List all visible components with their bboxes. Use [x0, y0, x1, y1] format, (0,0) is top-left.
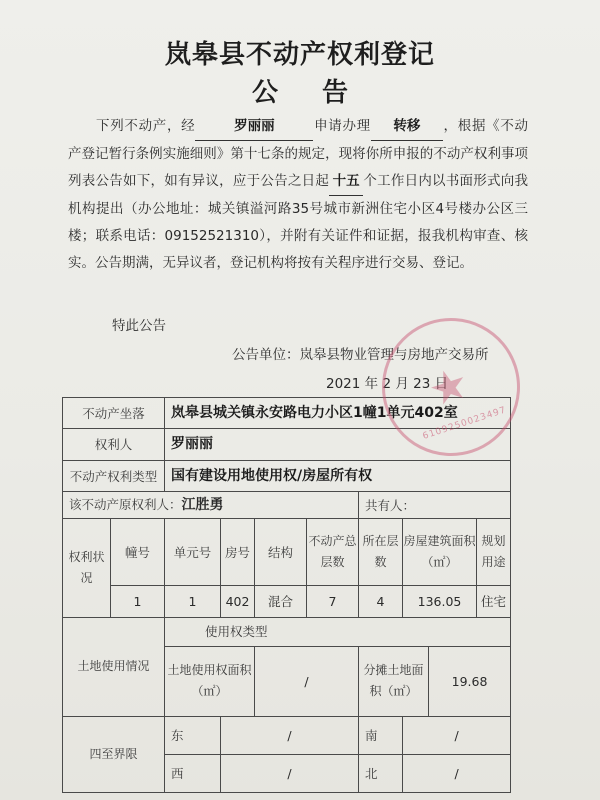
west-value: /: [221, 754, 359, 792]
col-usage: 规划用途: [477, 519, 511, 586]
col-area: 房屋建筑面积（㎡）: [403, 519, 477, 586]
location-label: 不动产坐落: [63, 398, 165, 429]
notice-text-4: 个工作日内以书面形式向我机构提出（办公地址：城关镇溢河路35号城市新洲住宅小区4号楼办公区三楼；联系电话：09152521310），并附有关证件和证据，报我机构审查、核实。公告期满，无异议者，登记机构将按有关程序进行交易、登记。: [68, 173, 529, 271]
applicant-name: 罗丽丽: [195, 113, 313, 141]
orig-holder-label: 该不动产原权利人：: [69, 497, 182, 513]
cell-structure: 混合: [255, 586, 307, 617]
co-owner-label: 共有人：: [359, 492, 511, 519]
col-structure: 结构: [255, 519, 307, 586]
west-label: 西: [165, 754, 221, 792]
seal-code: 6109250023497: [421, 405, 508, 442]
col-unit: 单元号: [165, 519, 221, 586]
orig-holder-cell: [63, 492, 359, 519]
land-area-value: /: [255, 647, 359, 717]
holder-value: 罗丽丽: [165, 429, 511, 460]
col-room: 房号: [221, 519, 255, 586]
page-subtitle: 公告: [251, 78, 392, 108]
cell-usage: 住宅: [477, 586, 511, 617]
shared-area-value: 19.68: [429, 647, 511, 717]
north-label: 北: [359, 754, 403, 792]
location-value: 岚皋县城关镇永安路电力小区1幢1单元402室: [165, 398, 511, 429]
cell-building: 1: [111, 586, 165, 617]
holder-label: 权利人: [63, 429, 165, 460]
south-value: /: [403, 716, 511, 754]
north-value: /: [403, 754, 511, 792]
cell-area: 136.05: [403, 586, 477, 617]
seal-star-icon: ★: [422, 356, 476, 418]
east-value: /: [221, 716, 359, 754]
transaction-type: 转移: [371, 113, 443, 141]
use-type-label: 使用权类型: [165, 617, 511, 646]
notice-text-3: ，根据《不动产登记暂行条例实施细则》第十七条的规定，现将你所申报的不动产权利事项列表公告如下，如有异议，应于公告之日起: [68, 118, 529, 189]
south-label: 南: [359, 716, 403, 754]
status-label: 权利状况: [63, 519, 111, 618]
notice-text-1: 下列不动产，经: [96, 118, 196, 134]
notice-paragraph: [68, 113, 528, 277]
land-area-label: 土地使用权面积（㎡）: [165, 647, 255, 717]
cell-total-floors: 7: [307, 586, 359, 617]
orig-holder-value: 江胜勇: [181, 497, 224, 514]
cell-floor: 4: [359, 586, 403, 617]
col-floor: 所在层数: [359, 519, 403, 586]
east-label: 东: [165, 716, 221, 754]
shared-area-label: 分摊土地面积（㎡）: [359, 647, 429, 717]
notice-text-2: 申请办理: [313, 118, 371, 134]
land-label: 土地使用情况: [63, 617, 165, 716]
col-total-floors: 不动产总层数: [307, 519, 359, 586]
page-title: 岚皋县不动产权利登记: [164, 40, 435, 70]
issuing-unit-name: 岚皋县物业管理与房地产交易所: [299, 347, 489, 363]
cell-room: 402: [221, 586, 255, 617]
boundary-label: 四至界限: [63, 716, 165, 792]
property-table: [62, 397, 511, 793]
right-type-value: 国有建设用地使用权/房屋所有权: [165, 460, 511, 491]
objection-days: 十五: [329, 168, 363, 196]
col-building: 幢号: [111, 519, 165, 586]
special-notice: 特此公告: [112, 318, 166, 334]
cell-unit: 1: [165, 586, 221, 617]
notice-date: 2021 年 2 月 23 日: [326, 376, 449, 392]
issuing-unit-label: 公告单位：: [232, 347, 300, 363]
right-type-label: 不动产权利类型: [63, 460, 165, 491]
